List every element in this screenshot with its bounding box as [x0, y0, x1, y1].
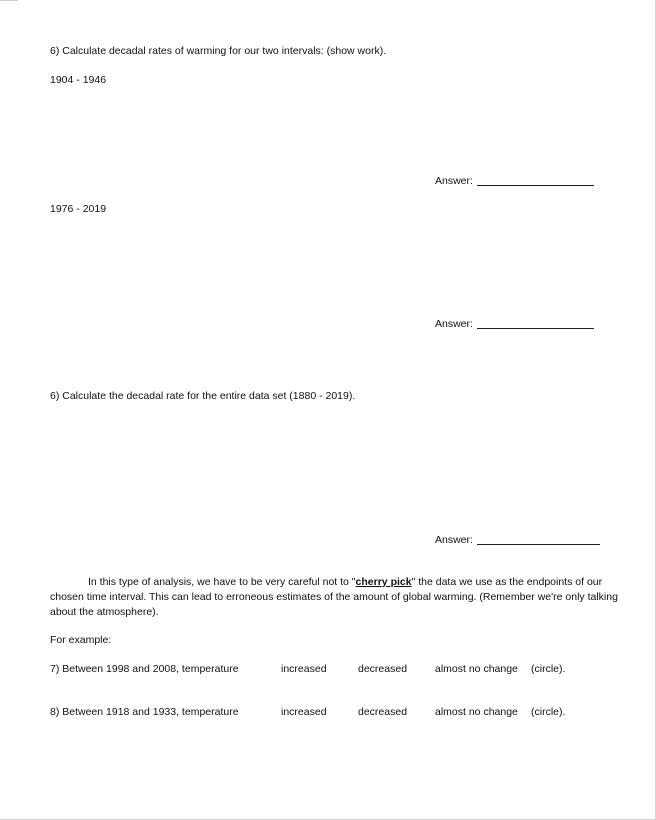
q8-option-decreased[interactable]: decreased [358, 706, 408, 718]
cherry-pick-term: cherry pick [355, 576, 412, 588]
paragraph-text-after: " the data we use as the endpoints of our chosen time interval. This can lead to erroneous estimates of the amount of global warming. (Remember we're only talking about the atmosphere). [50, 576, 618, 618]
answer-blank-2[interactable] [477, 328, 594, 329]
page-corner-mark [0, 0, 18, 1]
interval-2-label: 1976 - 2019 [50, 203, 107, 215]
q7-option-increased[interactable]: increased [281, 663, 327, 675]
answer-label-2: Answer: [435, 318, 473, 330]
q7-question: 7) Between 1998 and 2008, temperature [50, 663, 239, 675]
q8-option-no-change[interactable]: almost no change [435, 706, 518, 718]
q7-circle-note: (circle). [531, 663, 566, 675]
q8-question: 8) Between 1918 and 1933, temperature [50, 706, 239, 718]
paragraph-text-before: In this type of analysis, we have to be very careful not to " [88, 576, 356, 588]
q7-option-decreased[interactable]: decreased [358, 663, 408, 675]
q8-circle-note: (circle). [531, 706, 566, 718]
answer-blank-3[interactable] [477, 544, 600, 545]
q6-intervals-heading: 6) Calculate decadal rates of warming for our two intervals: (show work). [50, 45, 387, 57]
q7-option-no-change[interactable]: almost no change [435, 663, 518, 675]
q8-option-increased[interactable]: increased [281, 706, 327, 718]
q6-entire-heading: 6) Calculate the decadal rate for the entire data set (1880 - 2019). [50, 390, 356, 402]
answer-label-3: Answer: [435, 534, 473, 546]
example-label: For example: [50, 634, 112, 646]
cherry-pick-paragraph [50, 575, 630, 620]
interval-1-label: 1904 - 1946 [50, 74, 107, 86]
answer-label-1: Answer: [435, 175, 473, 187]
answer-blank-1[interactable] [477, 185, 594, 186]
